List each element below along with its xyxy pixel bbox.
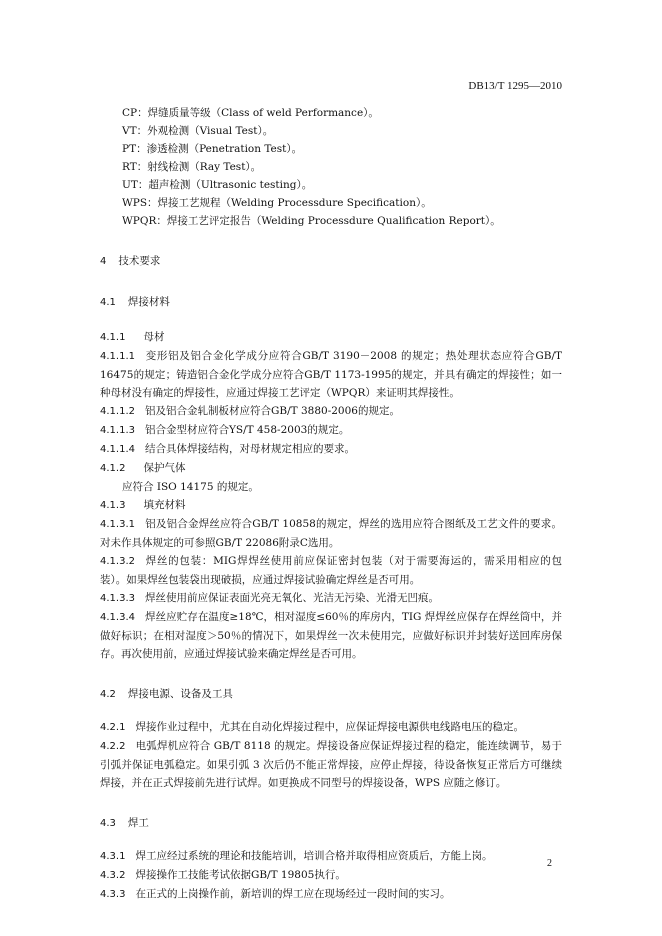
page-number: 2 [547, 858, 552, 869]
section-4-1-1-heading [100, 328, 562, 347]
clause-4-1-3-2 [100, 552, 562, 589]
clause-4-2-2 [100, 737, 562, 792]
clause-text: 铝及铝合金轧制板材应符合GB/T 3880-2006的规定。 [145, 405, 400, 417]
section-title: 填充材料 [143, 499, 186, 511]
section-number: 4.1.2 [100, 463, 126, 474]
clause-4-1-1-2 [100, 402, 562, 421]
clause-4-3-1 [100, 847, 562, 866]
clause-4-1-1-1 [100, 347, 562, 402]
clause-4-1-3-1 [100, 515, 562, 552]
section-4-2-heading [100, 685, 562, 704]
section-number: 4.1.3 [100, 500, 126, 511]
section-number: 4.1.1 [100, 332, 126, 343]
clause-number: 4.1.1.4 [100, 444, 135, 455]
clause-text: 焊丝应贮存在温度≥18℃，相对湿度≤60％的库房内，TIG 焊焊丝应保存在焊丝筒中，并做好标识；在相对湿度＞50％的情况下，如果焊丝一次未使用完，应做好标识并封装好送回库房保存。再次使用前，应通过焊接试验来确定焊丝是否可用。 [100, 611, 562, 660]
clause-4-2-1 [100, 718, 562, 737]
clause-text: 电弧焊机应符合 GB/T 8118 的规定。焊接设备应保证焊接过程的稳定，能连续调节，易于引弧并保证电弧稳定。如果引弧 3 次后仍不能正常焊接，应停止焊接，待设备恢复正常后方可继续焊接，并在正式焊接前先进行试焊。如更换成不同型号的焊接设备，WPS 应随之修订。 [100, 740, 562, 789]
section-4-1-2-heading [100, 459, 562, 478]
clause-text: 结合具体焊接结构，对母材规定相应的要求。 [145, 443, 355, 455]
abbreviation-ut: UT：超声检测（Ultrasonic testing）。 [122, 179, 313, 191]
section-number: 4 [100, 256, 107, 267]
abbreviation-wpqr: WPQR：焊接工艺评定报告（Welding Processdure Qualification Report）。 [122, 215, 501, 227]
section-4-heading [100, 252, 562, 271]
document-code: DB13/T 1295—2010 [468, 80, 562, 92]
clause-4-1-2-text: 应符合 ISO 14175 的规定。 [122, 481, 259, 493]
page-body [100, 104, 562, 904]
abbreviation-list [100, 104, 562, 230]
section-title: 技术要求 [118, 255, 161, 267]
section-4-3-heading [100, 814, 562, 833]
section-title: 母材 [143, 331, 165, 343]
clause-number: 4.1.1.3 [100, 425, 135, 436]
clause-number: 4.3.1 [100, 851, 126, 862]
clause-number: 4.1.3.2 [100, 556, 135, 567]
clause-4-1-3-3 [100, 589, 562, 608]
clause-4-1-3-4 [100, 608, 562, 663]
clause-number: 4.2.2 [100, 741, 126, 752]
clause-4-1-1-4 [100, 440, 562, 459]
clause-text: 变形铝及铝合金化学成分应符合GB/T 3190－2008 的规定；热处理状态应符合GB/T 16475的规定；铸造铝合金化学成分应符合GB/T 1173-1995的规定，并具有确定的焊接性；如一种母材没有确定的焊接性，应通过焊接工艺评定（WPQR）来证明其焊接性。 [100, 350, 562, 399]
clause-text: 焊丝的包装：MIG焊焊丝使用前应保证密封包装（对于需要海运的，需采用相应的包装）。如果焊丝包装袋出现破损，应通过焊接试验确定焊丝是否可用。 [100, 555, 562, 586]
abbreviation-pt: PT：渗透检测（Penetration Test）。 [122, 143, 303, 155]
section-title: 焊接材料 [127, 296, 170, 308]
section-title: 焊工 [127, 817, 149, 829]
clause-number: 4.1.1.2 [100, 406, 135, 417]
clause-number: 4.3.2 [100, 870, 126, 881]
clause-number: 4.1.3.1 [100, 519, 135, 530]
clause-text: 铝及铝合金焊丝应符合GB/T 10858的规定，焊丝的选用应符合图纸及工艺文件的要求。对未作具体规定的可参照GB/T 22086附录C选用。 [100, 518, 562, 549]
clause-text: 焊接操作工技能考试依据GB/T 19805执行。 [135, 869, 346, 881]
clause-text: 焊工应经过系统的理论和技能培训，培训合格并取得相应资质后，方能上岗。 [135, 850, 493, 862]
section-number: 4.2 [100, 689, 116, 700]
section-number: 4.3 [100, 818, 116, 829]
section-title: 保护气体 [143, 462, 186, 474]
clause-text: 铝合金型材应符合YS/T 458-2003的规定。 [145, 424, 350, 436]
section-4-1-3-heading [100, 496, 562, 515]
clause-text: 焊丝使用前应保证表面光亮无氧化、光洁无污染、光滑无凹痕。 [145, 592, 439, 604]
abbreviation-wps: WPS：焊接工艺规程（Welding Processdure Specification）。 [122, 197, 432, 209]
abbreviation-vt: VT：外观检测（Visual Test）。 [122, 125, 274, 137]
clause-text: 焊接作业过程中，尤其在自动化焊接过程中，应保证焊接电源供电线路电压的稳定。 [135, 721, 524, 733]
clause-number: 4.1.1.1 [100, 351, 135, 362]
clause-number: 4.2.1 [100, 722, 126, 733]
clause-number: 4.1.3.4 [100, 612, 135, 623]
abbreviation-rt: RT：射线检测（Ray Test）。 [122, 161, 262, 173]
section-4-1-heading [100, 293, 562, 312]
clause-number: 4.3.3 [100, 889, 126, 900]
clause-4-1-1-3 [100, 421, 562, 440]
section-title: 焊接电源、设备及工具 [127, 688, 233, 700]
abbreviation-cp: CP：焊缝质量等级（Class of weld Performance）。 [122, 107, 379, 119]
clause-4-3-2 [100, 866, 562, 885]
clause-text: 在正式的上岗操作前，新培训的焊工应在现场经过一段时间的实习。 [135, 888, 451, 900]
section-number: 4.1 [100, 297, 116, 308]
clause-4-3-3 [100, 885, 562, 904]
clause-number: 4.1.3.3 [100, 593, 135, 604]
